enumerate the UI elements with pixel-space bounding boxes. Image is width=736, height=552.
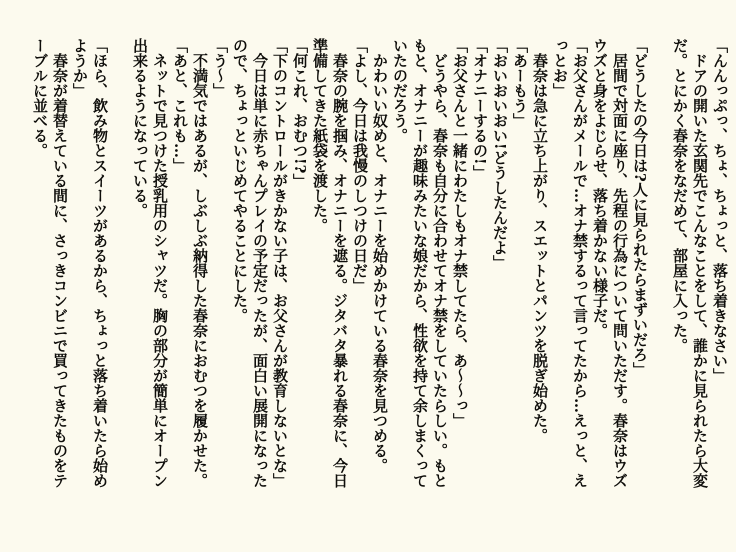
dialogue-line: 「よし、今日は我慢のしつけの日だ」 xyxy=(351,38,369,293)
narration-line: どうやら、春奈も自分に合わせてオナ禁をしていたらしい。もともと、オナニーが趣味みたいな娘だから、性欲を持て余しまくっていたのだろう。 xyxy=(391,38,449,488)
narration-line: 不満気ではあるが、しぶしぶ納得した春奈におむつを履かせた。 xyxy=(191,53,209,488)
dialogue-line: 「あーもう」 xyxy=(511,38,529,128)
narration-line: かわいい奴めと、オナニーを始めかけている春奈を見つめる。 xyxy=(371,53,389,473)
narration-line: 今日は単に赤ちゃんプレイの予定だったが、面白い展開になったので、ちょっといじめてやることにした。 xyxy=(231,38,269,488)
narration-line: 春奈は急に立ち上がり、スエットとパンツを脱ぎ始めた。 xyxy=(531,53,549,443)
narration-line: ネットで見つけた授乳用のシャツだ。胸の部分が簡単にオープン出来るようになっている。 xyxy=(131,38,169,488)
dialogue-line: 「お父さんがメールで…オナ禁するって言ってたから…えっと、えっとお」 xyxy=(551,38,589,488)
dialogue-line: 「お父さんと一緒にわたしもオナ禁してたら、あ〜〜っ」 xyxy=(451,38,469,428)
narration-line: 春奈が着替えている間に、さっきコンビニで買ってきたものをテーブルに並べる。 xyxy=(31,38,69,488)
dialogue-line: 「んんっぷっ、ちょ、ちょっと、落ち着きなさい」 xyxy=(711,38,729,383)
dialogue-line: 「う〜」 xyxy=(211,38,229,98)
dialogue-line: 「あと、これも…」 xyxy=(171,38,189,173)
dialogue-line: 「何これ、おむつ!?」 xyxy=(291,38,309,189)
dialogue-line: 「おいおいおい!どうしたんだよ」 xyxy=(491,38,509,270)
dialogue-line: 「オナニーするの!」 xyxy=(471,38,489,180)
narration-line: ドアの開いた玄関先でこんなことをして、誰かに見られたら大変だ。とにかく春奈をなだめて、部屋に入った。 xyxy=(671,38,709,488)
narration-line: 居間で対面に座り、先程の行為について問いただす。春奈はウズウズと身をよじらせ、落ち着かない様子だ。 xyxy=(591,38,629,488)
narration-line: 春奈の腕を掴み、オナニーを遮る。ジタバタ暴れる春奈に、今日準備してきた紙袋を渡した。 xyxy=(311,38,349,488)
dialogue-line: 「どうしたの今日は?人に見られたらまずいだろ」 xyxy=(631,38,649,377)
dialogue-line: 「下のコントロールがきかない子は、お父さんが教育しないとな」 xyxy=(271,38,289,488)
dialogue-line: 「ほら、飲み物とスイーツがあるから、ちょっと落ち着いたら始めようか」 xyxy=(71,38,109,488)
